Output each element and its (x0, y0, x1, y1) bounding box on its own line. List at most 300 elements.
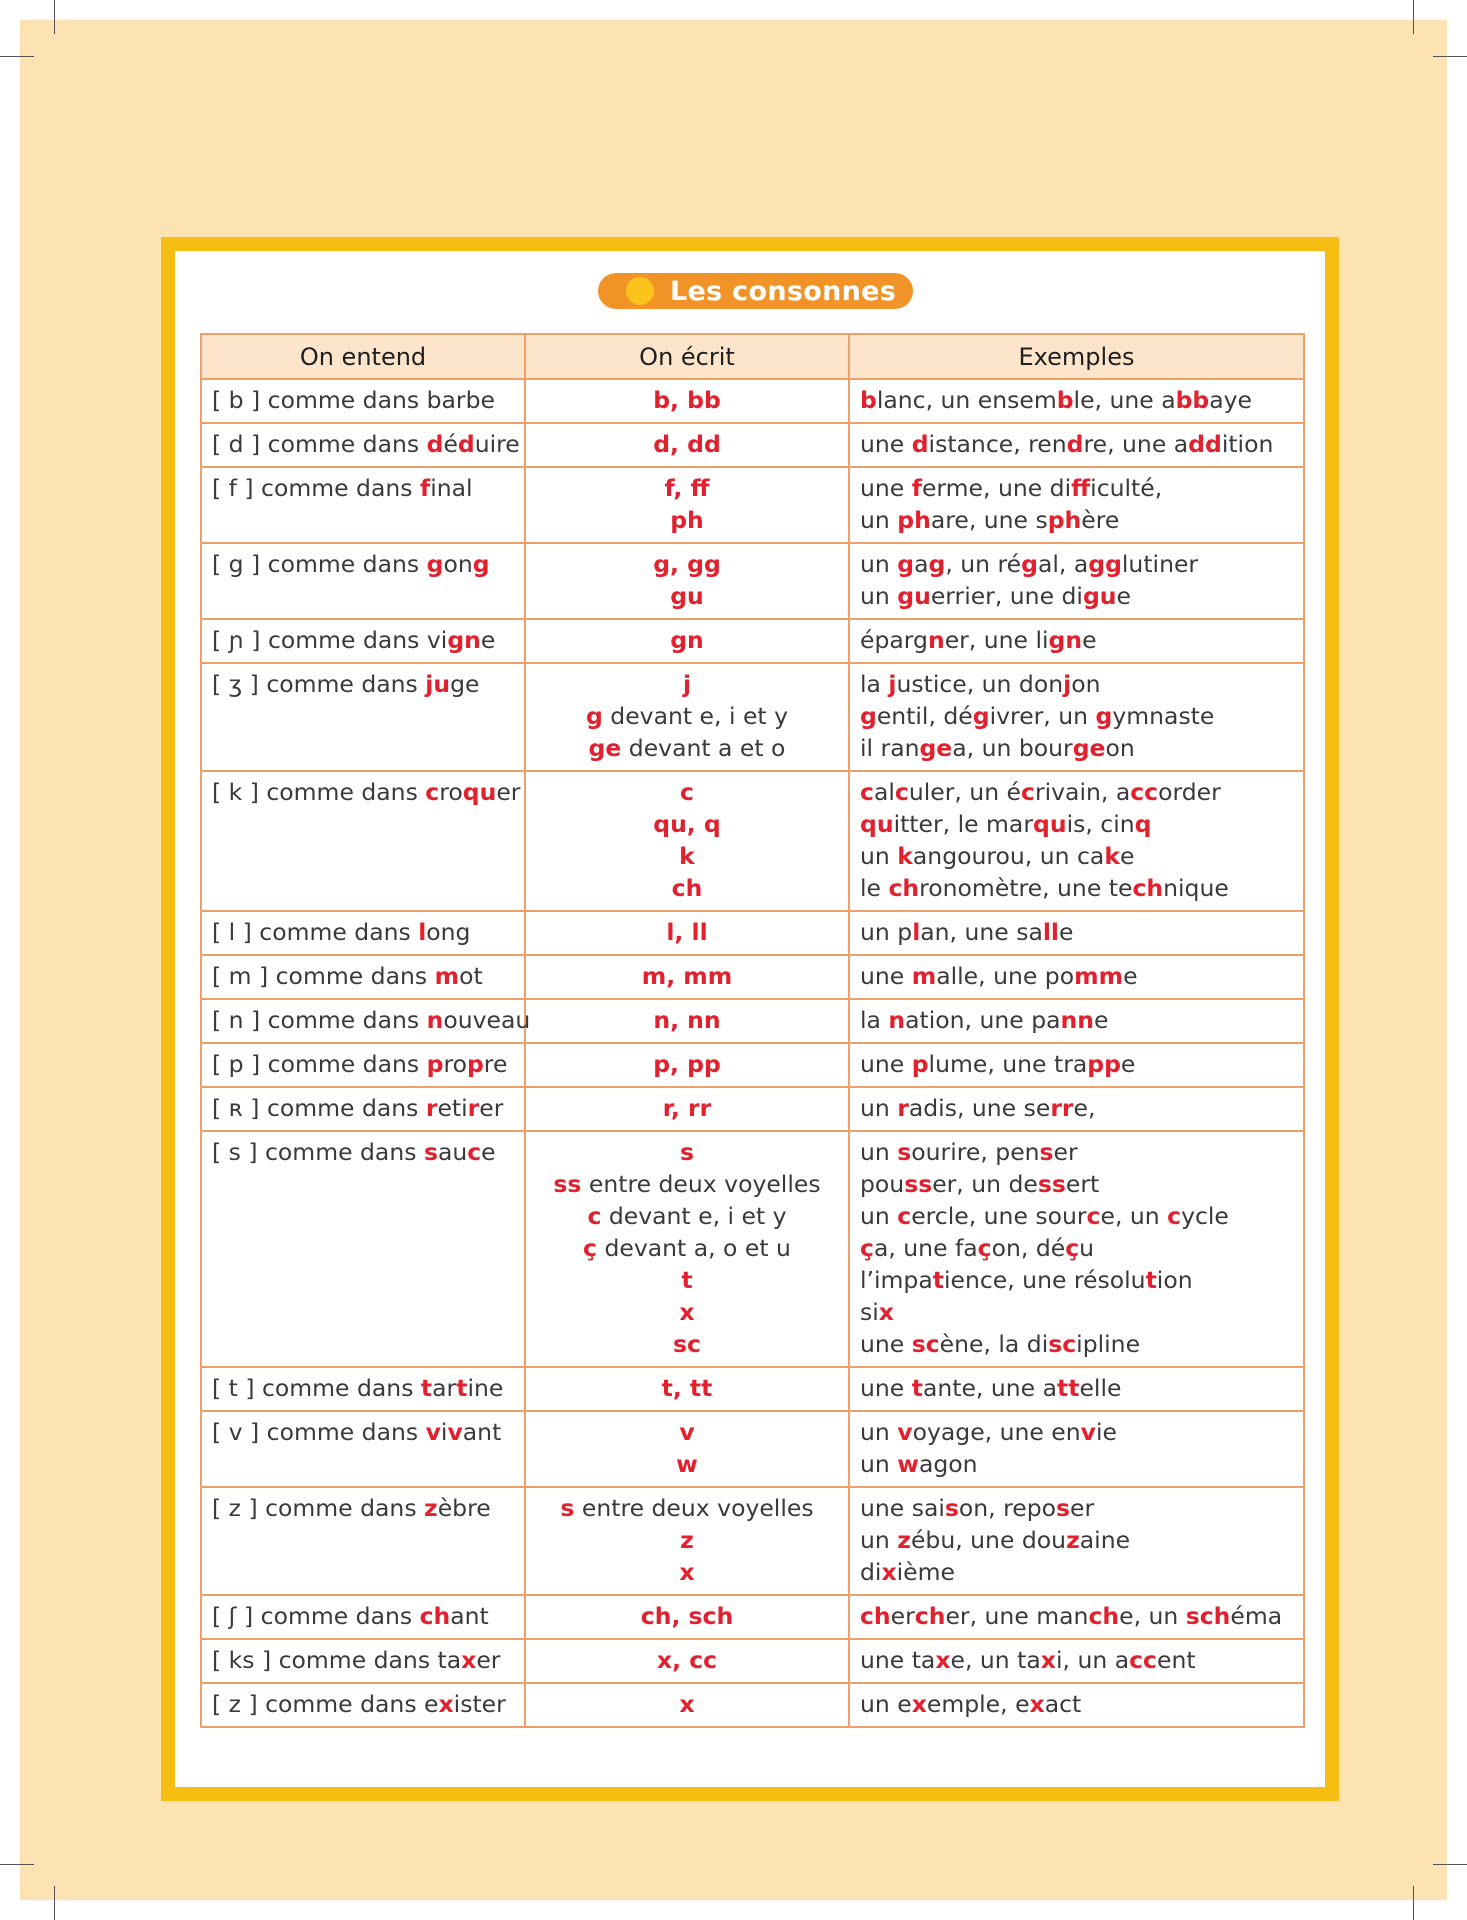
example-text: is, cin (1066, 810, 1135, 838)
example-highlight: ph (897, 506, 931, 534)
example-text: ymnaste (1112, 702, 1215, 730)
example-line (860, 1168, 1293, 1200)
table-row (201, 1131, 1304, 1367)
phoneme: [ ʒ ] (212, 670, 267, 698)
example-highlight: ç (977, 1234, 992, 1262)
spelling-highlight: ch, sch (640, 1602, 734, 1630)
spelling-line (536, 1168, 838, 1200)
spelling-highlight: ç (583, 1234, 597, 1262)
spelling-highlight: d, dd (653, 430, 721, 458)
example-word-highlight: p (426, 1050, 444, 1078)
examples-cell (849, 1411, 1304, 1487)
example-text: ation, une pa (905, 1006, 1061, 1034)
example-text: elle (1079, 1374, 1122, 1402)
example-text: lume, une tra (928, 1050, 1088, 1078)
example-highlight: t (932, 1266, 944, 1294)
example-text: un (860, 506, 898, 534)
spelling-highlight: z (680, 1526, 694, 1554)
example-highlight: gg (1088, 550, 1122, 578)
table-row (201, 1367, 1304, 1411)
example-text: order (1158, 778, 1221, 806)
spelling-text: entre deux voyelles (581, 1170, 821, 1198)
example-highlight: gn (1048, 626, 1083, 654)
example-text: aye (1209, 386, 1253, 414)
spelling-line (536, 732, 838, 764)
example-text: er (1053, 1138, 1078, 1166)
example-highlight: sc (911, 1330, 940, 1358)
example-text: ébu, une dou (910, 1526, 1067, 1554)
example-text: erme, une di (921, 474, 1072, 502)
phoneme: [ z ] (212, 1494, 266, 1522)
example-line (860, 1328, 1293, 1360)
spelling-highlight: l, ll (666, 918, 708, 946)
example-line (860, 776, 1293, 808)
spelling-line (536, 1004, 838, 1036)
spelling-line (536, 504, 838, 536)
example-word-text: e (480, 626, 496, 654)
example-text: re, une a (1083, 430, 1189, 458)
example-highlight: d (911, 430, 929, 458)
spelling-line (536, 1372, 838, 1404)
example-text: iculté, (1090, 474, 1163, 502)
example-highlight: s (944, 1494, 959, 1522)
connector-text: comme dans (267, 430, 427, 458)
phoneme: [ ʀ ] (212, 1094, 267, 1122)
spelling-highlight: qu, q (653, 810, 721, 838)
example-text: ustice, un don (896, 670, 1064, 698)
example-text: un (860, 1526, 898, 1554)
example-text: i, un a (1055, 1646, 1130, 1674)
examples-cell (849, 467, 1304, 543)
section-title-pill (598, 273, 913, 309)
example-word-highlight: g (426, 550, 444, 578)
example-text: une (860, 430, 912, 458)
example-word-text: er (479, 1094, 504, 1122)
example-highlight: ch (860, 1602, 891, 1630)
example-text: on (1105, 734, 1135, 762)
spelling-line (536, 808, 838, 840)
example-line (860, 1688, 1293, 1720)
example-word-text: ong (426, 918, 471, 946)
example-line (860, 580, 1293, 612)
example-word-highlight: t (420, 1374, 433, 1402)
example-text: e, un (1100, 1202, 1168, 1230)
example-line (860, 1556, 1293, 1588)
example-word-highlight: d (457, 430, 475, 458)
spelling-line (536, 960, 838, 992)
examples-cell (849, 955, 1304, 999)
examples-cell (849, 1043, 1304, 1087)
sound-cell (201, 1367, 525, 1411)
example-text: an, une sa (920, 918, 1043, 946)
example-highlight: t (1145, 1266, 1157, 1294)
phoneme: [ m ] (212, 962, 276, 990)
spelling-line (536, 668, 838, 700)
spelling-line (536, 1232, 838, 1264)
spelling-highlight: sc (673, 1330, 701, 1358)
example-word-highlight: c (467, 1138, 482, 1166)
example-text: er (1070, 1494, 1095, 1522)
spelling-highlight: b, bb (653, 386, 721, 414)
table-row (201, 663, 1304, 771)
phoneme: [ z ] (212, 1690, 266, 1718)
header-on-entend: On entend (201, 334, 525, 379)
example-text: éma (1230, 1602, 1283, 1630)
example-text: la (860, 1006, 889, 1034)
spelling-highlight: f, ff (664, 474, 710, 502)
example-text: une (860, 1050, 912, 1078)
spelling-highlight: t, tt (661, 1374, 713, 1402)
table-row (201, 543, 1304, 619)
example-highlight: c (860, 778, 874, 806)
example-line (860, 1136, 1293, 1168)
example-highlight: tt (1056, 1374, 1080, 1402)
connector-text: comme dans (275, 962, 435, 990)
example-highlight: ch (1132, 874, 1164, 902)
spelling-text: devant a et o (621, 734, 786, 762)
spelling-text: devant e, i et y (601, 1202, 787, 1230)
example-line (860, 960, 1293, 992)
spelling-line (536, 840, 838, 872)
example-highlight: ph (1047, 506, 1082, 534)
spelling-highlight: c (680, 778, 694, 806)
spelling-text: devant a, o et u (596, 1234, 791, 1262)
example-highlight: n (927, 626, 945, 654)
example-line (860, 1524, 1293, 1556)
example-word-text: ar (432, 1374, 457, 1402)
example-word-highlight: t (456, 1374, 468, 1402)
examples-cell (849, 1487, 1304, 1595)
example-text: errier, une di (930, 582, 1083, 610)
spelling-line (536, 1200, 838, 1232)
connector-text: comme dans (259, 918, 419, 946)
example-line (860, 1644, 1293, 1676)
example-text: le, une a (1073, 386, 1176, 414)
example-highlight: p (911, 1050, 929, 1078)
examples-cell (849, 1087, 1304, 1131)
example-highlight: m (911, 962, 937, 990)
example-text: ie (1096, 1418, 1117, 1446)
example-text: ercle, une sour (911, 1202, 1087, 1230)
spelling-text: devant e, i et y (602, 702, 788, 730)
example-highlight: l (912, 918, 921, 946)
example-line (860, 1296, 1293, 1328)
example-line (860, 872, 1293, 904)
spelling-highlight: n, nn (653, 1006, 721, 1034)
example-word-highlight: l (418, 918, 427, 946)
example-text: une sai (860, 1494, 945, 1522)
example-highlight: cc (1130, 778, 1159, 806)
spelling-cell (525, 1639, 849, 1683)
sound-cell (201, 379, 525, 423)
example-highlight: g (1095, 702, 1113, 730)
spelling-line (536, 472, 838, 504)
example-word-text: ot (459, 962, 483, 990)
example-text: alle, une po (936, 962, 1075, 990)
example-line (860, 1600, 1293, 1632)
example-text: al, a (1037, 550, 1089, 578)
spelling-highlight: x (679, 1690, 695, 1718)
spelling-cell (525, 1411, 849, 1487)
example-text: ième (896, 1558, 955, 1586)
example-word-highlight: r (425, 1094, 438, 1122)
example-highlight: c (1086, 1202, 1101, 1230)
spelling-cell (525, 379, 849, 423)
example-line (860, 504, 1293, 536)
example-text: istance, ren (928, 430, 1067, 458)
spelling-line (536, 776, 838, 808)
spelling-highlight: ch (671, 874, 703, 902)
sound-cell (201, 1487, 525, 1595)
example-highlight: ge (919, 734, 953, 762)
example-word-text: e (481, 1138, 496, 1166)
spelling-text: entre deux voyelles (574, 1494, 814, 1522)
spelling-highlight: ge (588, 734, 622, 762)
example-text: al (873, 778, 895, 806)
example-text: un (860, 1202, 898, 1230)
spelling-line (536, 1556, 838, 1588)
spelling-cell (525, 1487, 849, 1595)
example-text: di (860, 1558, 882, 1586)
example-highlight: k (897, 842, 913, 870)
spelling-line (536, 1048, 838, 1080)
example-highlight: rr (1050, 1094, 1074, 1122)
example-text: un (860, 1138, 898, 1166)
example-text: er, une man (945, 1602, 1089, 1630)
example-text: un (860, 1094, 898, 1122)
example-word-highlight: x (438, 1690, 454, 1718)
example-highlight: x (935, 1646, 951, 1674)
phoneme: [ l ] (212, 918, 260, 946)
spelling-highlight: s (560, 1494, 575, 1522)
example-highlight: ll (1042, 918, 1059, 946)
sound-cell (201, 1595, 525, 1639)
example-line (860, 732, 1293, 764)
example-line (860, 700, 1293, 732)
phoneme: [ d ] (212, 430, 268, 458)
example-text: , un ré (945, 550, 1022, 578)
example-text: e, un ta (950, 1646, 1041, 1674)
spelling-line (536, 1448, 838, 1480)
example-line (860, 1492, 1293, 1524)
example-text: er, une li (944, 626, 1049, 654)
spelling-highlight: gn (670, 626, 704, 654)
example-word-highlight: ju (425, 670, 451, 698)
example-highlight: j (1063, 670, 1072, 698)
example-text: entil, dé (876, 702, 973, 730)
example-text: u (1079, 1234, 1095, 1262)
table-row (201, 1043, 1304, 1087)
spelling-line (536, 1296, 838, 1328)
spelling-line (536, 1524, 838, 1556)
example-highlight: mm (1074, 962, 1124, 990)
example-word-text: ant (450, 1602, 489, 1630)
example-highlight: x (911, 1690, 927, 1718)
example-text: un (860, 582, 898, 610)
example-word-highlight: x (461, 1646, 477, 1674)
example-highlight: r (897, 1094, 909, 1122)
example-text: un (860, 1418, 898, 1446)
example-text: ert (1065, 1170, 1100, 1198)
sound-cell (201, 1411, 525, 1487)
sound-cell (201, 911, 525, 955)
example-highlight: x (881, 1558, 897, 1586)
example-highlight: dd (1188, 430, 1222, 458)
examples-cell (849, 379, 1304, 423)
phoneme: [ ks ] (212, 1646, 279, 1674)
example-line (860, 1264, 1293, 1296)
example-word-text: er (476, 1646, 501, 1674)
example-highlight: x (1029, 1690, 1045, 1718)
sound-cell (201, 1087, 525, 1131)
example-text: act (1044, 1690, 1082, 1718)
example-text: on, dé (991, 1234, 1066, 1262)
spelling-highlight: v (679, 1418, 695, 1446)
spelling-highlight: c (587, 1202, 602, 1230)
connector-text: comme dans (267, 1006, 427, 1034)
example-line (860, 428, 1293, 460)
phoneme: [ p ] (212, 1050, 268, 1078)
example-highlight: w (897, 1450, 919, 1478)
crop-mark (1433, 56, 1467, 57)
sound-cell (201, 1131, 525, 1367)
spelling-highlight: p, pp (653, 1050, 721, 1078)
example-text: un e (860, 1690, 912, 1718)
example-word-text: inal (430, 474, 473, 502)
example-highlight: bb (1175, 386, 1210, 414)
spelling-line (536, 428, 838, 460)
spelling-highlight: g (585, 702, 603, 730)
spelling-cell (525, 999, 849, 1043)
spelling-cell (525, 1595, 849, 1639)
phoneme: [ b ] (212, 386, 268, 414)
table-row (201, 423, 1304, 467)
sound-cell (201, 1683, 525, 1727)
example-text: lanc, un ensem (876, 386, 1057, 414)
example-line (860, 624, 1293, 656)
example-word-text: é (443, 430, 458, 458)
table-row (201, 1639, 1304, 1683)
example-text: ène, la di (939, 1330, 1049, 1358)
example-highlight: ç (1065, 1234, 1080, 1262)
crop-mark (54, 1886, 55, 1920)
example-word-text: e (424, 1690, 439, 1718)
example-highlight: q (1134, 810, 1152, 838)
phoneme: [ ʃ ] (212, 1602, 261, 1630)
phoneme: [ v ] (212, 1418, 267, 1446)
example-text: emple, e (926, 1690, 1030, 1718)
example-word-highlight: g (472, 550, 490, 578)
example-highlight: t (911, 1374, 923, 1402)
examples-cell (849, 619, 1304, 663)
sound-cell (201, 999, 531, 1043)
example-highlight: b (1056, 386, 1074, 414)
example-text: rivain, a (1034, 778, 1131, 806)
example-text: e, (1073, 1094, 1096, 1122)
example-highlight: g (972, 702, 990, 730)
consonants-table (200, 333, 1305, 1728)
crop-mark (54, 0, 55, 34)
sound-cell (201, 1639, 525, 1683)
example-highlight: g (860, 702, 877, 730)
spelling-cell (525, 619, 849, 663)
examples-cell (849, 1595, 1304, 1639)
example-text: ycle (1181, 1202, 1229, 1230)
example-highlight: ff (1071, 474, 1091, 502)
example-highlight: v (1080, 1418, 1096, 1446)
phoneme: [ n ] (212, 1006, 268, 1034)
example-text: e (1058, 918, 1074, 946)
spelling-highlight: m, mm (641, 962, 733, 990)
example-word-text: èbre (437, 1494, 491, 1522)
connector-text: comme dans (265, 1690, 425, 1718)
spelling-highlight: t (681, 1266, 693, 1294)
spelling-line (536, 384, 838, 416)
spelling-line (536, 1416, 838, 1448)
example-text: er, un de (932, 1170, 1038, 1198)
example-word-highlight: c (425, 778, 440, 806)
example-word-highlight: z (424, 1494, 438, 1522)
sound-cell (201, 663, 525, 771)
spelling-line (536, 548, 838, 580)
example-text: un (860, 842, 898, 870)
examples-cell (849, 543, 1304, 619)
spelling-highlight: x (679, 1298, 695, 1326)
examples-cell (849, 911, 1304, 955)
spelling-cell (525, 911, 849, 955)
sound-cell (201, 543, 525, 619)
examples-cell (849, 1683, 1304, 1727)
example-word-highlight: s (423, 1138, 438, 1166)
example-highlight: gu (1082, 582, 1117, 610)
example-word-text: ro (439, 778, 463, 806)
example-text: ent (1156, 1646, 1196, 1674)
sound-cell (201, 771, 525, 911)
example-word-text: i (440, 1418, 448, 1446)
example-highlight: b (860, 386, 877, 414)
example-word-highlight: n (426, 1006, 444, 1034)
example-highlight: z (1066, 1526, 1080, 1554)
examples-cell (849, 1639, 1304, 1683)
example-text: une (860, 474, 912, 502)
phoneme: [ t ] (212, 1374, 262, 1402)
example-text: ante, une a (922, 1374, 1057, 1402)
example-word-text: ister (453, 1690, 506, 1718)
phoneme: [ f ] (212, 474, 262, 502)
example-text: er (890, 1602, 915, 1630)
example-text: l’impa (860, 1266, 933, 1294)
spelling-line (536, 1688, 838, 1720)
example-text: e (1119, 842, 1135, 870)
spelling-highlight: x, cc (656, 1646, 718, 1674)
spelling-highlight: x (679, 1558, 695, 1586)
example-highlight: ch (1088, 1602, 1120, 1630)
table-row (201, 619, 1304, 663)
example-word-text: vi (426, 626, 448, 654)
example-line (860, 808, 1293, 840)
example-highlight: ss (904, 1170, 933, 1198)
example-text: un (860, 1450, 898, 1478)
crop-mark (0, 1864, 34, 1865)
example-highlight: c (1021, 778, 1035, 806)
spelling-line (536, 872, 838, 904)
spelling-line (536, 1264, 838, 1296)
spelling-highlight: r, rr (662, 1094, 712, 1122)
example-highlight: qu (1033, 810, 1067, 838)
example-highlight: g (1021, 550, 1038, 578)
examples-cell (849, 423, 1304, 467)
example-text: ition (1221, 430, 1274, 458)
